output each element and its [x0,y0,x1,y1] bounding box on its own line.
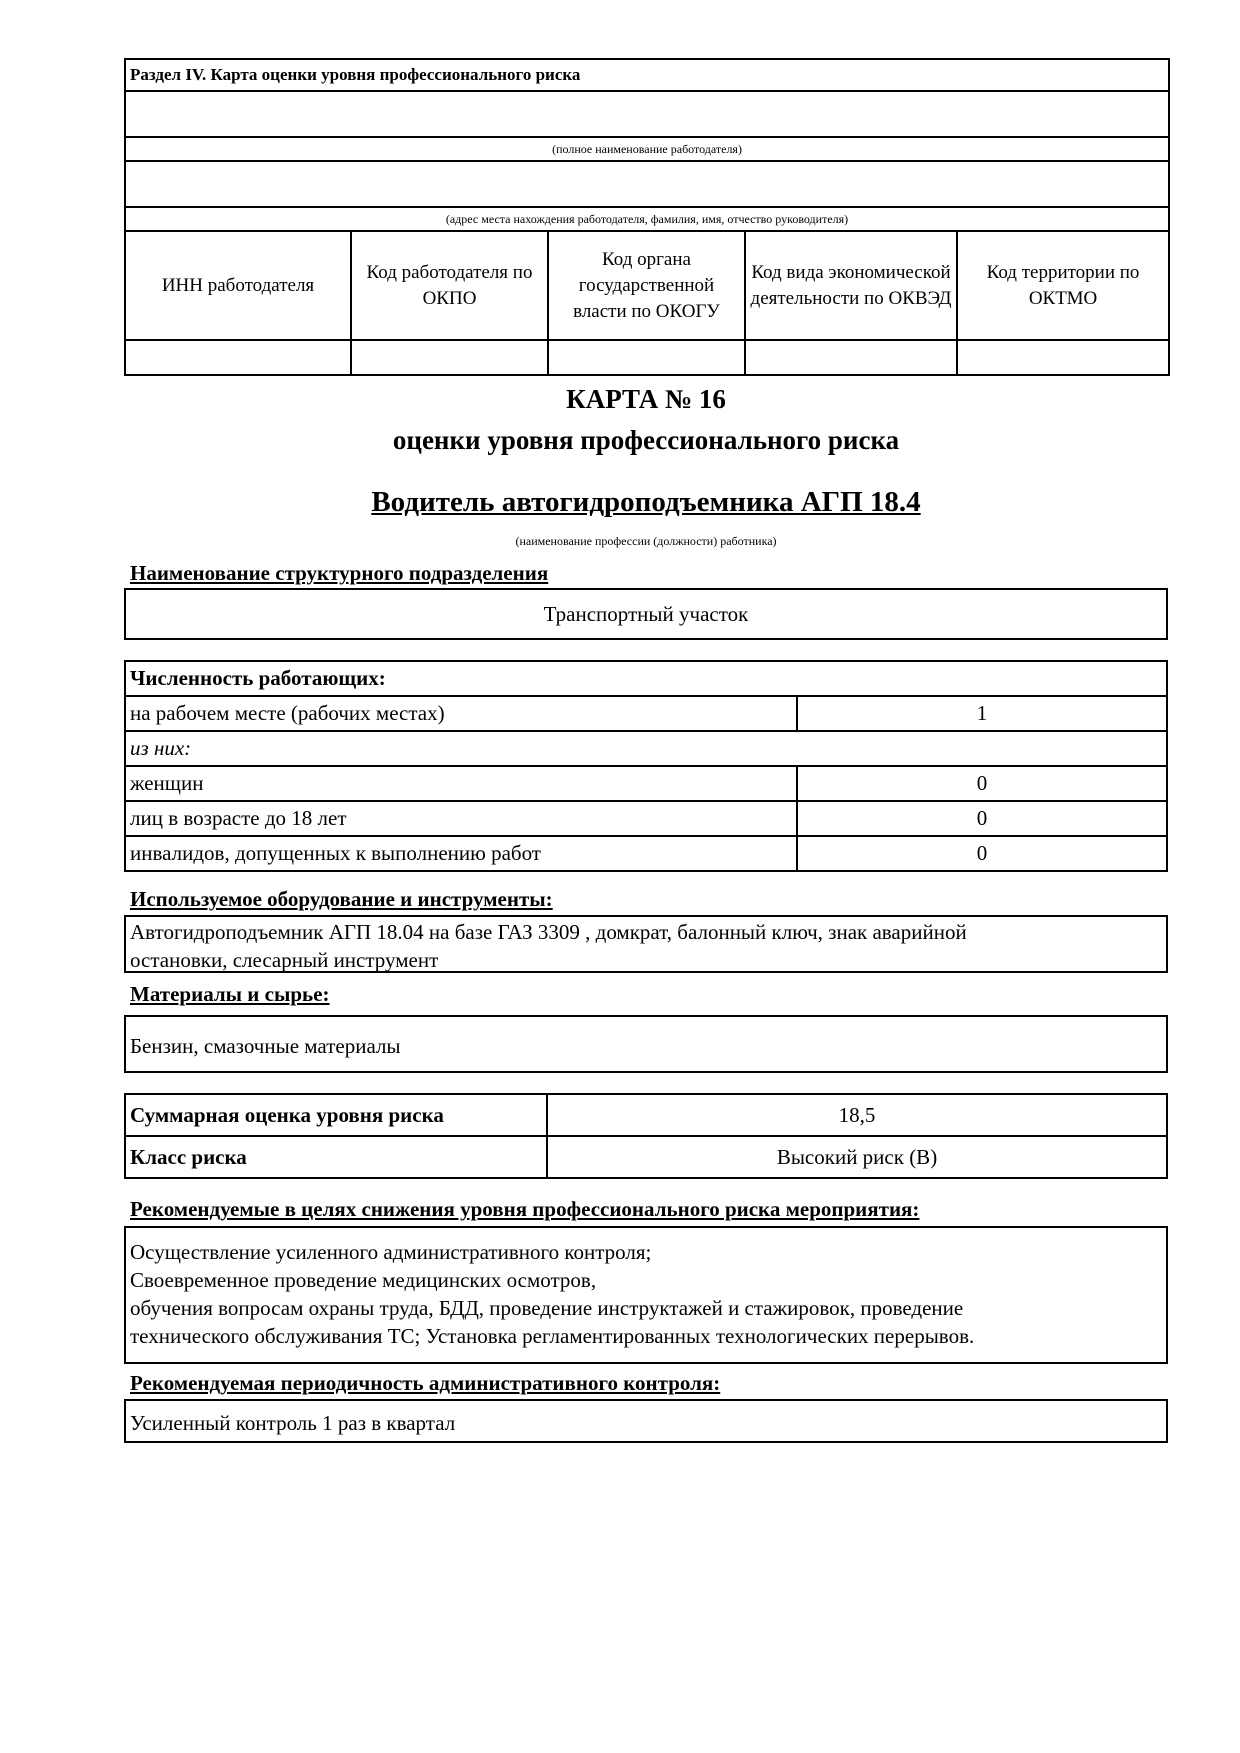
table-row [125,836,1167,871]
department-section [124,560,1168,640]
okogu-header: Код органа государственной власти по ОКОГУ [548,231,745,340]
oktmo-value-field[interactable] [957,340,1169,375]
workers-table [124,660,1168,872]
table-row [125,1136,1167,1178]
employer-name-caption: (полное наименование работодателя) [125,137,1169,161]
inn-header: ИНН работодателя [125,231,351,340]
department-value: Транспортный участок [124,588,1168,640]
workplace-count-label: на рабочем месте (рабочих местах) [125,696,797,731]
control-period-label: Рекомендуемая периодичность административного контроля: [130,1371,721,1395]
employer-address-caption: (адрес места нахождения работодателя, фамилия, имя, отчество руководителя) [125,207,1169,231]
okogu-value-field[interactable] [548,340,745,375]
risk-table [124,1093,1168,1179]
table-row [125,801,1167,836]
workers-title: Численность работающих: [125,661,1167,696]
recommendation-line-3: обучения вопросам охраны труда, БДД, проведение инструктажей и стажировок, проведение [130,1296,964,1320]
control-period-section [124,1370,1168,1443]
recommendations-label: Рекомендуемые в целях снижения уровня профессионального риска мероприятия: [130,1197,920,1221]
materials-label: Материалы и сырье: [130,982,330,1006]
profession-caption: (наименование профессии (должности) работника) [515,534,777,548]
card-subtitle: оценки уровня профессионального риска [392,425,900,455]
okpo-header: Код работодателя по ОКПО [351,231,548,340]
equipment-label: Используемое оборудование и инструменты: [130,887,553,911]
recommendations-section [124,1196,1168,1364]
recommendations-value [124,1226,1168,1364]
recommendation-line-1: Осуществление усиленного административного контроля; [130,1240,652,1264]
recommendation-line-2: Своевременное проведение медицинских осмотров, [130,1268,597,1292]
risk-class-label: Класс риска [125,1136,547,1178]
profession-title: Водитель автогидроподъемника АГП 18.4 [371,486,921,518]
equipment-value [124,915,1168,973]
employer-address-field[interactable] [125,161,1169,207]
recommendation-line-4: технического обслуживания ТС; Установка регламентированных технологических перерывов. [130,1324,975,1348]
inn-value-field[interactable] [125,340,351,375]
equipment-line-2: остановки, слесарный инструмент [130,948,439,972]
okved-value-field[interactable] [745,340,957,375]
okpo-value-field[interactable] [351,340,548,375]
equipment-line-1: Автогидроподъемник АГП 18.04 на базе ГАЗ 3309 , домкрат, балонный ключ, знак аварийной [130,920,967,944]
disabled-value: 0 [797,836,1167,871]
of-them-label: из них: [125,731,1167,766]
risk-card-page [124,58,1168,1443]
card-number-title: КАРТА № 16 [566,384,726,414]
total-risk-value: 18,5 [547,1094,1167,1136]
under18-value: 0 [797,801,1167,836]
table-row [125,766,1167,801]
materials-section [124,981,1168,1073]
women-label: женщин [125,766,797,801]
employer-name-field[interactable] [125,91,1169,137]
table-row [125,1094,1167,1136]
oktmo-header: Код территории по ОКТМО [957,231,1169,340]
materials-value: Бензин, смазочные материалы [124,1015,1168,1073]
workplace-count-value: 1 [797,696,1167,731]
total-risk-label: Суммарная оценка уровня риска [125,1094,547,1136]
risk-class-value: Высокий риск (В) [547,1136,1167,1178]
table-row [125,696,1167,731]
disabled-label: инвалидов, допущенных к выполнению работ [125,836,797,871]
women-value: 0 [797,766,1167,801]
section-title: Раздел IV. Карта оценки уровня профессионального риска [125,59,1169,91]
control-period-value: Усиленный контроль 1 раз в квартал [124,1399,1168,1443]
okved-header: Код вида экономической деятельности по ОКВЭД [745,231,957,340]
equipment-section [124,886,1168,973]
under18-label: лиц в возрасте до 18 лет [125,801,797,836]
employer-header-table [124,58,1170,376]
department-label: Наименование структурного подразделения [130,561,549,585]
